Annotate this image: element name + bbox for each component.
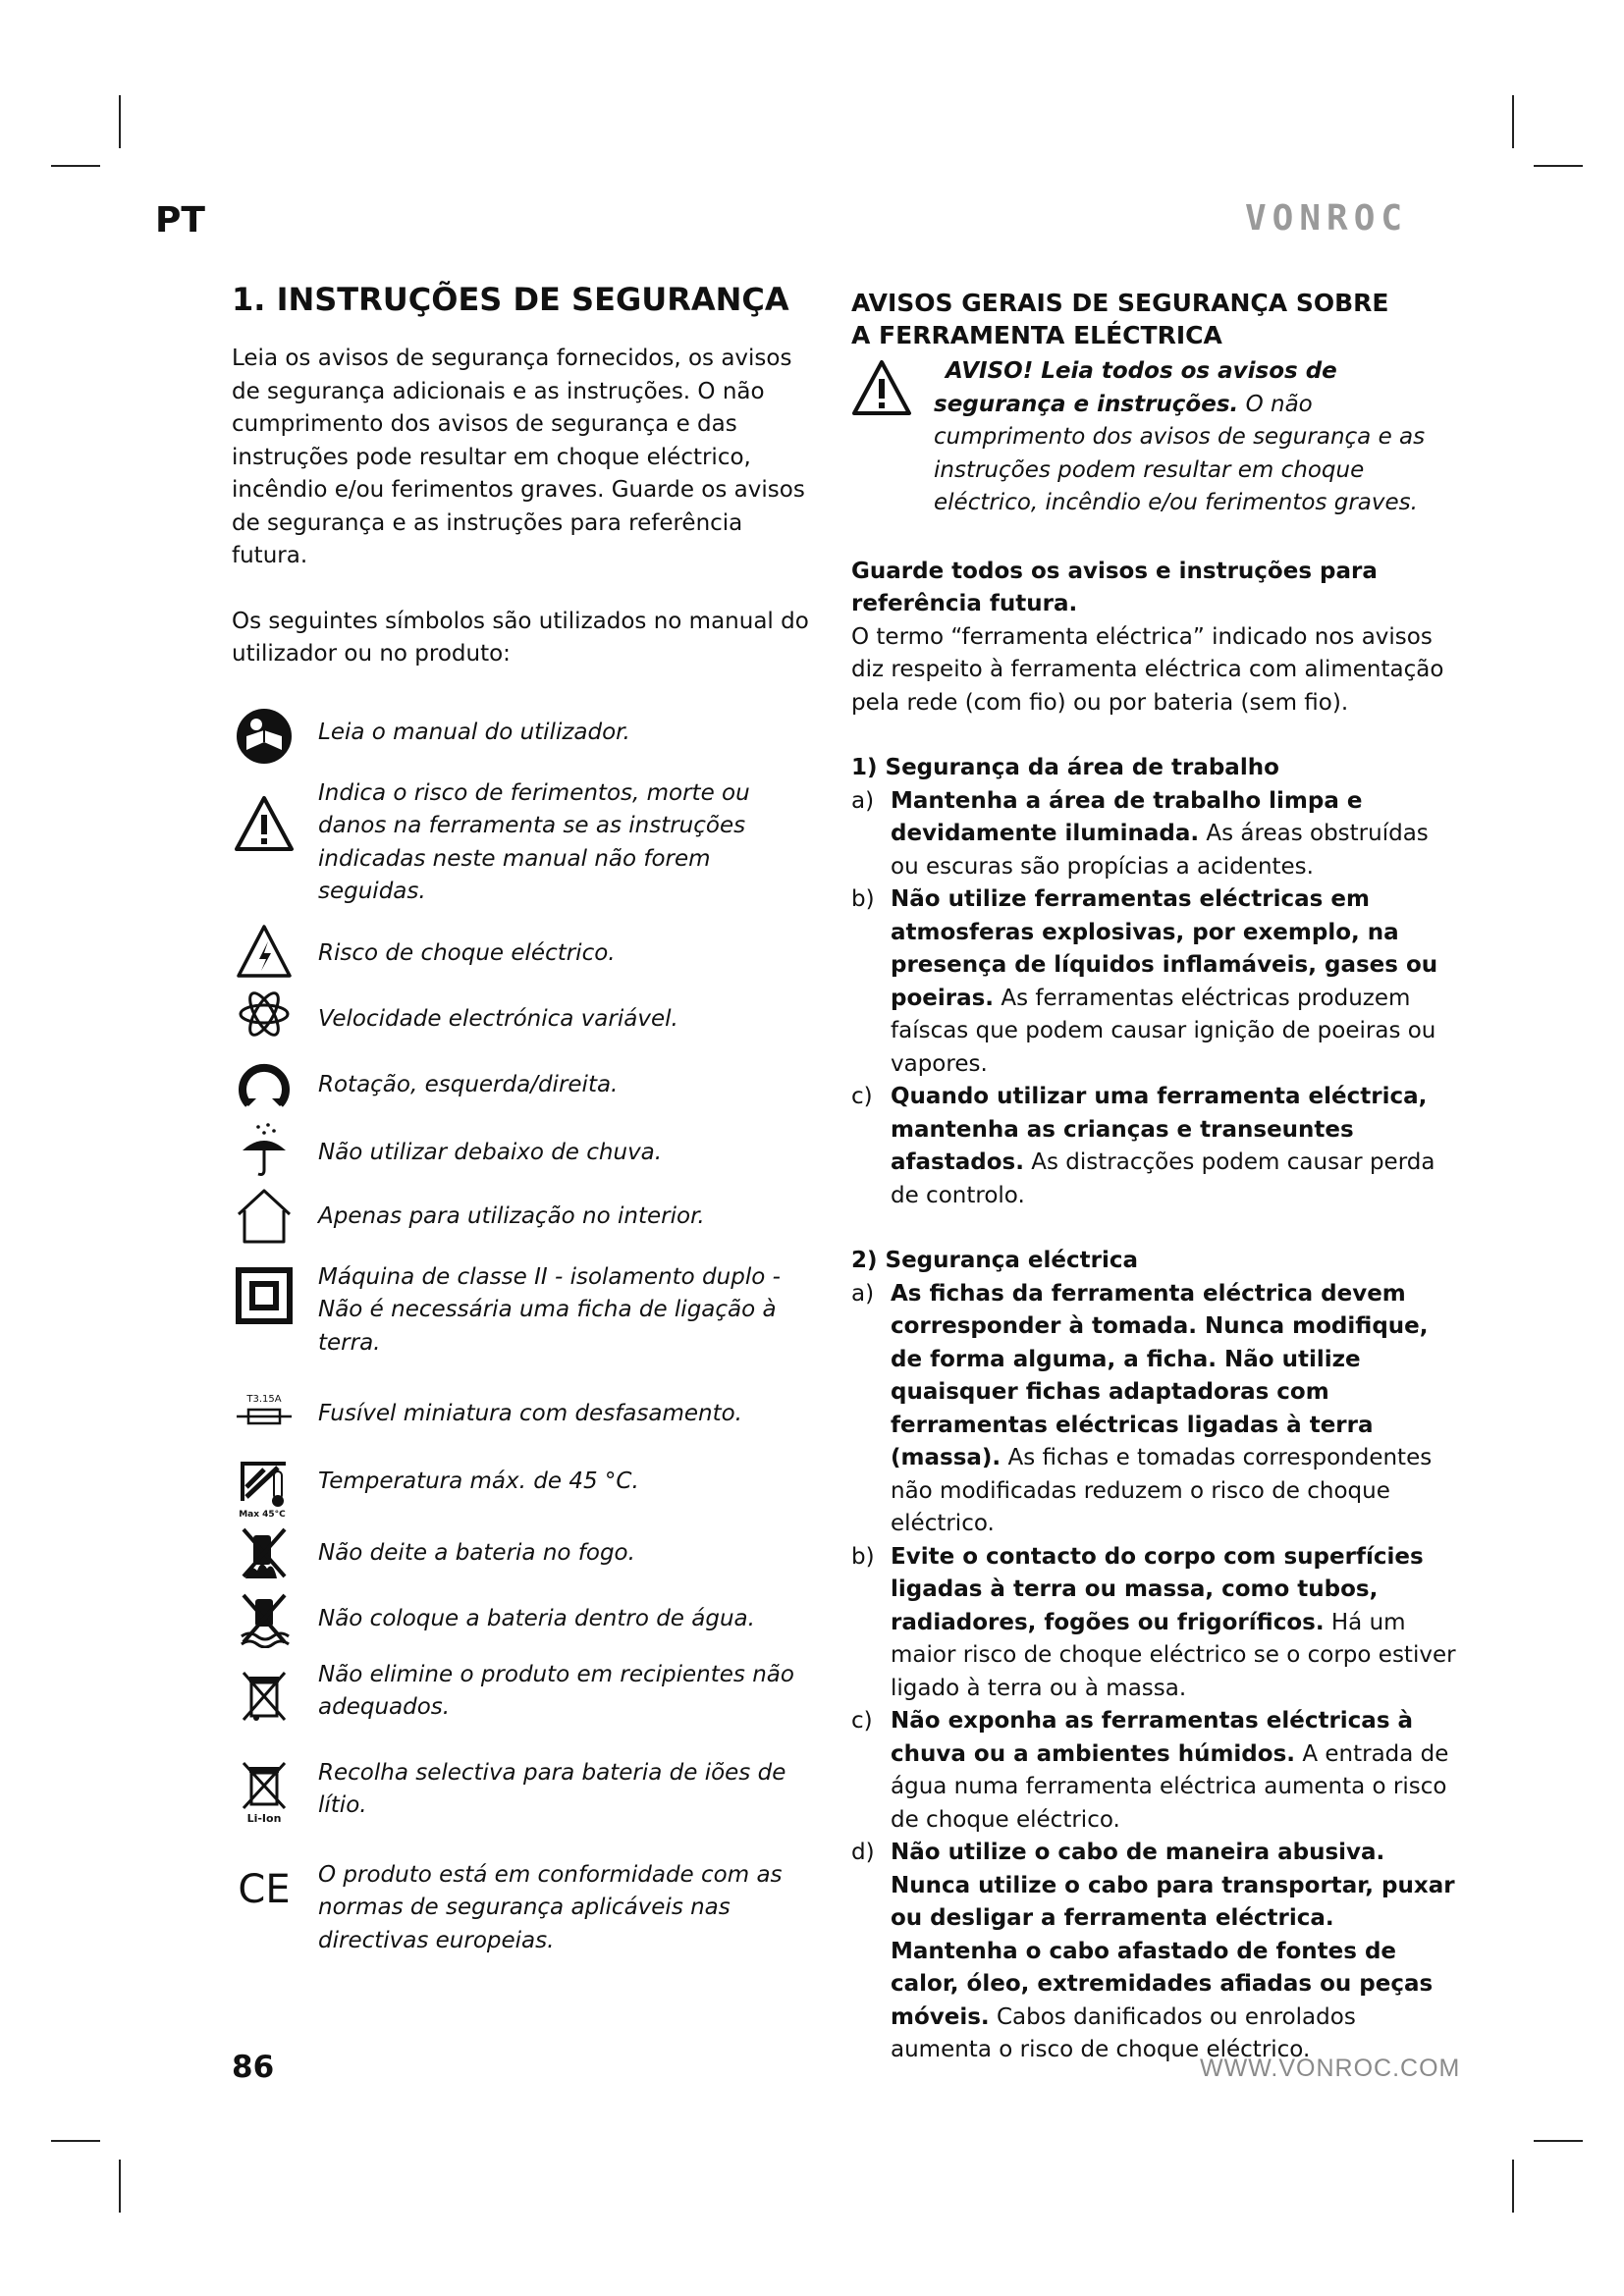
variable-speed-icon (232, 989, 297, 1039)
page-number: 86 (232, 2050, 275, 2085)
svg-text:CE: CE (238, 1866, 291, 1910)
symbol-description: Não coloque a bateria dentro de água. (318, 1605, 755, 1631)
weee-bin-icon (232, 1669, 297, 1724)
symbol-description: Não deite a bateria no fogo. (318, 1539, 635, 1566)
symbol-description: Apenas para utilização no interior. (318, 1202, 705, 1229)
max-temperature-icon (232, 1458, 297, 1519)
symbol-row (232, 707, 821, 772)
crop-mark (1534, 165, 1583, 167)
symbol-row (232, 1859, 821, 1957)
symbol-row (232, 1589, 821, 1655)
symbol-description: Velocidade electrónica variável. (318, 1005, 678, 1032)
class-ii-icon (232, 1267, 297, 1324)
symbol-row (232, 989, 821, 1055)
symbol-row (232, 1659, 821, 1757)
svg-text:Max 45°C: Max 45°C (239, 1509, 286, 1519)
symbol-row (232, 1523, 821, 1589)
list-item: a) As fichas da ferramenta eléctrica devem corresponder à tomada. Nunca modifique, de forma alguma, a ficha. Não utilize quaisquer fichas adaptadoras com ferramentas eléctricas ligadas à terra (massa). As fichas e tomadas correspondentes não modificadas reduzem o risco de choque eléctrico. (851, 1280, 1433, 1536)
symbol-description: Leia o manual do utilizador. (318, 719, 630, 745)
crop-mark (51, 165, 100, 167)
language-code: PT (155, 200, 205, 240)
symbol-row (232, 1392, 821, 1458)
symbols-intro: Os seguintes símbolos são utilizados no manual do utilizador ou no produto: (232, 608, 809, 667)
fuse-icon (232, 1392, 297, 1431)
warning-box (851, 355, 1460, 520)
symbol-description: Máquina de classe II - isolamento duplo - Não é necessária uma ficha de ligação à terra. (318, 1263, 781, 1356)
symbol-description: Temperatura máx. de 45 °C. (318, 1468, 639, 1494)
symbol-row (232, 1121, 821, 1187)
crop-mark (1512, 95, 1514, 148)
symbol-list (232, 707, 821, 1957)
left-column (232, 280, 821, 1957)
symbol-row (232, 924, 821, 989)
read-manual-icon (232, 707, 297, 766)
list-item: b) Não utilize ferramentas eléctricas em atmosferas explosivas, por exemplo, na presença de líquidos inflamáveis, gases ou poeiras. As ferramentas eléctricas produzem faíscas que podem causar ignição de poeiras ou vapores. (851, 886, 1438, 1077)
symbol-row (232, 1261, 821, 1392)
svg-text:T3.15A: T3.15A (246, 1393, 282, 1405)
symbol-row (232, 1757, 821, 1855)
electrical-safety-heading: 2) Segurança eléctrica (851, 1248, 1139, 1273)
symbol-description: Indica o risco de ferimentos, morte ou danos na ferramenta se as instruções indicadas neste manual não forem seguidas. (318, 779, 750, 904)
website-link[interactable]: WWW.VONROC.COM (1200, 2055, 1461, 2082)
no-rain-icon (232, 1121, 297, 1180)
li-ion-recycle-icon (232, 1761, 297, 1824)
list-item: d) Não utilize o cabo de maneira abusiva. Nunca utilize o cabo para transportar, puxar ou desligar a ferramenta eléctrica. Mantenha o cabo afastado de fontes de calor, óleo, extremidades afiadas ou peças móveis. Cabos danificados ou enrolados aumenta o risco de choque eléctrico. (851, 1840, 1455, 2062)
symbol-row (232, 777, 821, 912)
work-area-safety-heading: 1) Segurança da área de trabalho (851, 755, 1279, 780)
svg-text:Li-Ion: Li-Ion (246, 1811, 282, 1824)
electric-shock-icon (232, 924, 297, 979)
section-title: 1. INSTRUÇÕES DE SEGURANÇA (232, 281, 789, 318)
power-tool-definition: O termo “ferramenta eléctrica” indicado nos avisos diz respeito à ferramenta eléctrica com alimentação pela rede (com fio) ou por bateria (sem fio). (851, 623, 1444, 716)
warning-triangle-icon (232, 795, 297, 852)
no-water-icon (232, 1589, 297, 1648)
no-fire-icon (232, 1523, 297, 1582)
keep-instructions: Guarde todos os avisos e instruções para referência futura. (851, 558, 1378, 616)
warning-text: AVISO! Leia todos os avisos de segurança e instruções. O não cumprimento dos avisos de segurança e as instruções podem resultar em choque eléctrico, incêndio e/ou ferimentos graves. (934, 358, 1426, 515)
indoor-use-icon (232, 1187, 297, 1246)
symbol-description: Rotação, esquerda/direita. (318, 1071, 619, 1097)
crop-mark (119, 2160, 121, 2213)
crop-mark (51, 2140, 100, 2142)
right-column (851, 287, 1460, 2067)
general-warnings-title: AVISOS GERAIS DE SEGURANÇA SOBRE A FERRAMENTA ELÉCTRICA (851, 289, 1389, 349)
list-item: b) Evite o contacto do corpo com superfícies ligadas à terra ou massa, como tubos, radiadores, fogões ou frigoríficos. Há um maior risco de choque eléctrico se o corpo estiver ligado à terra ou à massa. (851, 1543, 1456, 1701)
symbol-description: Não elimine o produto em recipientes não adequados. (318, 1661, 794, 1720)
symbol-description: O produto está em conformidade com as normas de segurança aplicáveis nas directivas europeias. (318, 1861, 783, 1953)
ce-mark-icon (232, 1865, 297, 1910)
symbol-description: Recolha selectiva para bateria de iões de lítio. (318, 1759, 786, 1818)
symbol-description: Não utilizar debaixo de chuva. (318, 1139, 663, 1165)
crop-mark (1534, 2140, 1583, 2142)
symbol-row (232, 1055, 821, 1121)
list-item: c) Quando utilizar uma ferramenta eléctrica, mantenha as crianças e transeuntes afastados. As distracções podem causar perda de controlo. (851, 1084, 1435, 1208)
crop-mark (119, 95, 121, 148)
list-item: a) Mantenha a área de trabalho limpa e devidamente iluminada. As áreas obstruídas ou escuras são propícias a acidentes. (851, 787, 1429, 880)
brand-logo: VONROC (1245, 198, 1409, 239)
symbol-row (232, 1187, 821, 1255)
symbol-row (232, 1458, 821, 1523)
rotation-icon (232, 1055, 297, 1108)
list-item: c) Não exponha as ferramentas eléctricas à chuva ou a ambientes húmidos. A entrada de água numa ferramenta eléctrica aumenta o risco de choque eléctrico. (851, 1708, 1449, 1833)
symbol-description: Risco de choque eléctrico. (318, 939, 616, 966)
intro-paragraph: Leia os avisos de segurança fornecidos, os avisos de segurança adicionais e as instruções. O não cumprimento dos avisos de segurança e das instruções pode resultar em choque eléctrico, incêndio e/ou ferimentos graves. Guarde os avisos de segurança e as instruções para referência futura. (232, 346, 805, 568)
warning-triangle-icon (851, 359, 912, 420)
symbol-description: Fusível miniatura com desfasamento. (318, 1400, 742, 1426)
crop-mark (1512, 2160, 1514, 2213)
